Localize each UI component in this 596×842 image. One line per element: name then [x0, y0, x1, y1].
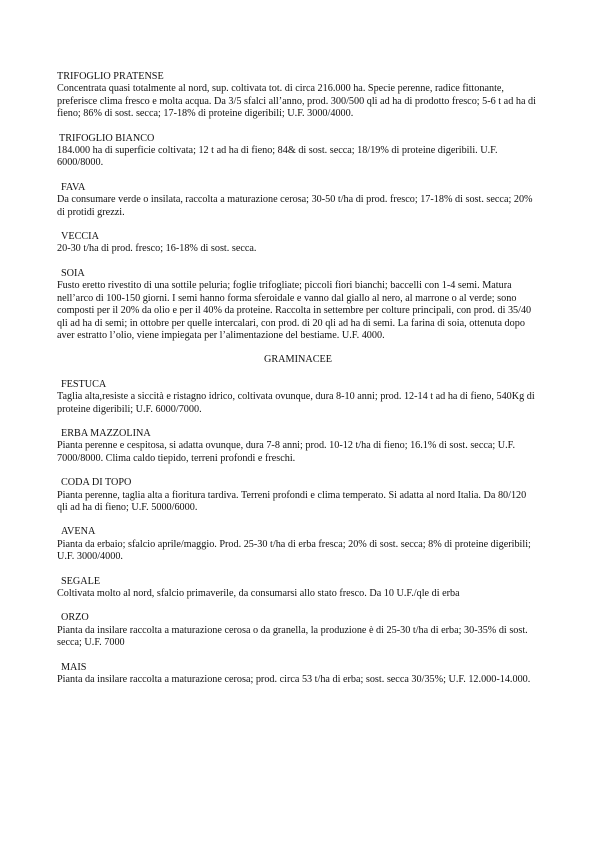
- entry-title: TRIFOGLIO BIANCO: [59, 132, 155, 144]
- entry-avena: [57, 526, 539, 563]
- entry-erba-mazzolina: [57, 428, 539, 465]
- entry-title: CODA DI TOPO: [61, 477, 132, 489]
- entry-text: 20-30 t/ha di prod. fresco; 16-18% di sost. secca.: [57, 243, 257, 255]
- entry-title: ORZO: [61, 612, 89, 624]
- entry-text: 184.000 ha di superficie coltivata; 12 t ad ha di fieno; 84& di sost. secca; 18/19% di proteine digeribili. U.F. 6000/8000.: [57, 145, 498, 169]
- entry-text: Fusto eretto rivestito di una sottile peluria; foglie trifogliate; piccoli fiori bianchi; baccelli con 1-4 semi. Matura nell’arco di 100-150 giorni. I semi hanno forma sferoidale e vanno dal giallo al nero, al marrone o al verde; sono composti per il 20% da olio e per il 40% da proteine. Raccolta in settembre per colture principali, con prod. di 35/40 qli ad ha di semi; in ottobre per quelle intercalari, con prod. di 20 qli ad ha di semi. La farina di soia, ottenuta dopo aver estratto l’olio, viene impiegata per l’alimentazione del bestiame. U.F. 4000.: [57, 280, 532, 341]
- entry-veccia: [57, 231, 539, 256]
- entry-festuca: [57, 379, 539, 416]
- entry-text: Pianta perenne, taglia alta a fioritura tardiva. Terreni profondi e clima temperato. Si adatta al nord Italia. Da 80/120 qli ad ha di fieno; U.F. 5000/6000.: [57, 489, 527, 513]
- section-heading: GRAMINACEE: [264, 354, 332, 366]
- entry-coda-di-topo: [57, 477, 539, 514]
- document-page: [57, 71, 539, 698]
- entry-text: Pianta perenne e cespitosa, si adatta ovunque, dura 7-8 anni; prod. 10-12 t/ha di fieno; 16.1% di sost. secca; U.F. 7000/8000. Clima caldo tiepido, terreni profondi e freschi.: [57, 440, 516, 464]
- entry-text: Pianta da erbaio; sfalcio aprile/maggio. Prod. 25-30 t/ha di erba fresca; 20% di sost. secca; 8% di proteine digeribili; U.F. 3000/4000.: [57, 538, 531, 563]
- entry-text: Concentrata quasi totalmente al nord, sup. coltivata tot. di circa 216.000 ha. Specie perenne, radice fittonante, preferisce clima fresco e molta acqua. Da 3/5 sfalci all’anno, prod. 300/500 qli ad ha di prodotto fresco; 5-6 t ad ha di fieno; 86% di sost. secca; 17-18% di proteine digeribili; U.F. 3000/4000.: [57, 83, 536, 120]
- entry-title: AVENA: [61, 526, 96, 538]
- entry-segale: [57, 576, 539, 601]
- entry-title: TRIFOGLIO PRATENSE: [57, 71, 164, 82]
- entry-title: MAIS: [61, 661, 87, 673]
- entry-title: ERBA MAZZOLINA: [61, 427, 151, 439]
- entry-text: Coltivata molto al nord, sfalcio primaverile, da consumarsi allo stato fresco. Da 10 U.F./qle di erba: [57, 588, 460, 599]
- entry-title: SEGALE: [61, 575, 101, 587]
- entry-soia: [57, 268, 539, 342]
- entry-fava: [57, 182, 539, 219]
- entry-title: SOIA: [61, 267, 85, 279]
- entry-title: VECCIA: [61, 231, 99, 243]
- entry-text: Taglia alta,resiste a siccità e ristagno idrico, coltivata ovunque, dura 8-10 anni; prod. 12-14 t ad ha di fieno, 540Kg di proteine digeribili; U.F. 6000/7000.: [57, 391, 535, 415]
- entry-text: Pianta da insilare raccolta a maturazione cerosa o da granella, la produzione è di 25-30 t/ha di erba; 30-35% di sost. secca; U.F. 7000: [57, 624, 528, 649]
- entry-orzo: [57, 612, 539, 649]
- entry-trifoglio-bianco: [57, 133, 539, 170]
- entry-trifoglio-pratense: [57, 71, 539, 121]
- entry-mais: [57, 662, 539, 687]
- entry-text: Da consumare verde o insilata, raccolta a maturazione cerosa; 30-50 t/ha di prod. fresco; 17-18% di sost. secca; 20% di protidi grezzi.: [57, 194, 533, 218]
- entry-title: FESTUCA: [61, 378, 107, 390]
- entry-text: Pianta da insilare raccolta a maturazione cerosa; prod. circa 53 t/ha di erba; sost. secca 30/35%; U.F. 12.000-14.000.: [57, 674, 531, 686]
- entry-title: FAVA: [61, 181, 86, 193]
